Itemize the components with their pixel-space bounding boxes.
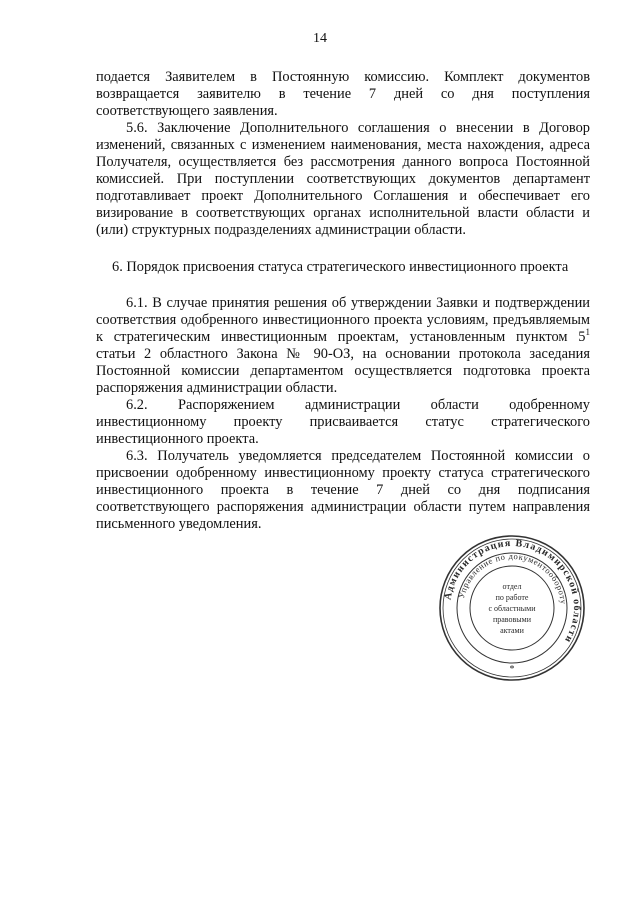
stamp-center-line-4: правовыми (492, 615, 532, 624)
paragraph-continuation: подается Заявителем в Постоянную комиссию. Комплект документов возвращается заявителю в течение 7 дней со дня поступления соответствующего заявления. (96, 69, 590, 119)
stamp-star: * (509, 664, 515, 675)
page-number: 14 (313, 31, 327, 46)
section-heading-6: 6. Порядок присвоения статуса стратегического инвестиционного проекта (112, 259, 569, 275)
stamp-center-line-2: по работе (495, 593, 529, 602)
paragraph-6-3: 6.3. Получатель уведомляется председателем Постоянной комиссии о присвоении одобренному инвестиционному проекту статуса стратегического инвестиционного проекта в течение 7 дней со дня подписания соответствующего распоряжения администрации области путем направления письменного уведомления. (96, 448, 590, 532)
stamp-outer-text: Администрация Владимирской области (442, 537, 583, 646)
stamp-center-line-1: отдел (502, 582, 522, 591)
paragraph-6-1-part2: статьи 2 областного Закона № 90-ОЗ, на основании протокола заседания Постоянной комиссии департаментом осуществляется подготовка проекта распоряжения администрации области. (96, 346, 590, 396)
paragraph-6-1-part1: 6.1. В случае принятия решения об утверждении Заявки и подтверждении соответствия одобренного инвестиционного проекта условиям, предъявляемым к стратегическим инвестиционным проектам, установленным пунктом 5 (96, 295, 590, 345)
paragraph-6-1 (96, 295, 590, 397)
stamp-middle-text: Управление по документообороту (456, 550, 569, 606)
paragraph-6-2: 6.2. Распоряжением администрации области одобренному инвестиционному проекту присваивается статус стратегического инвестиционного проекта. (96, 397, 590, 447)
stamp-center-line-5: актами (500, 626, 524, 635)
official-stamp (437, 533, 587, 683)
superscript-index: 1 (585, 327, 590, 338)
document-body (96, 69, 590, 533)
paragraph-5-6: 5.6. Заключение Дополнительного соглашения о внесении в Договор изменений, связанных с изменением наименования, места нахождения, адреса Получателя, осуществляется без рассмотрения данного вопроса Постоянной комиссией. При поступлении соответствующих документов департамент подготавливает проект Дополнительного Соглашения и обеспечивает его визирование в соответствующих органах исполнительной власти области и (или) структурных подразделениях администрации области. (96, 120, 590, 238)
stamp-center-line-3: с областными (488, 604, 536, 613)
